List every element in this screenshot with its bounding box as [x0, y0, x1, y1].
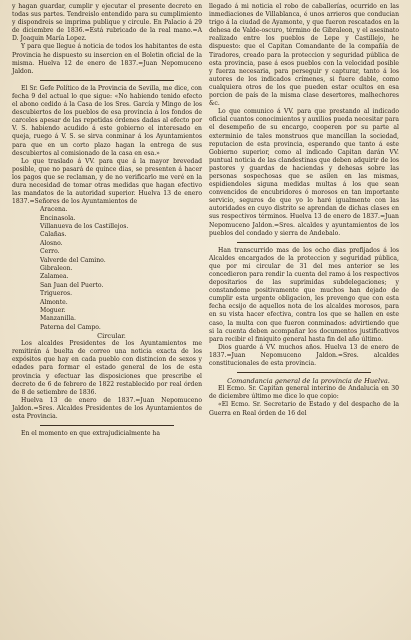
- insertion-notice: Y para que llegue á noticia de todos los habitantes de esta Provincia he dispuesto su insercion en el Boletin oficial de la misma. Huelva 12 de enero de 1837.=Juan Nepomuceno Jaldon.: [12, 43, 202, 75]
- town-item: Alosno.: [40, 239, 63, 247]
- town-item: Encinasola.: [40, 214, 76, 222]
- divider: [237, 242, 371, 243]
- columns: [12, 3, 401, 640]
- sevilla-communication: El Sr. Gefe Político de la Provincia de Sevilla, me dice, con fecha 9 del actual lo que sigue: «No habiendo tenido efecto el abono cedido á la Casa de los Sres. García y Mingo de los descubiertos de los pueblos de esa provincia á los fondos de carceles apesar de las repetidas órdenes dadas al efecto por V. S. habiendo acudido á este gobierno el interesado en queja, ruego á V. S. se sirva conminar á los Ayuntamientos para que en un corto plazo hagan la entrega de sus descubiertos al comisionado de la casa en esa.»: [12, 84, 202, 157]
- section-heading: Comandancia general de la provincia de Huelva.: [227, 377, 390, 386]
- town-item: Almonte.: [40, 298, 68, 306]
- town-item: Manzanilla.: [40, 315, 76, 323]
- divider: [40, 80, 174, 81]
- circular-body: Los alcaldes Presidentes de los Ayuntamientos me remitirán á buelta de correo una noticia exacta de los expósitos que hay en cada pueblo con distincion de sexos y edades para formar el estado general de los de esta provincia y efectuar las disposiciones que prescribe el decreto de 6 de febrero de 1822 restablecido por real órden de 8 de setiembre de 1836.: [12, 340, 202, 396]
- town-item: Valverde del Camino.: [40, 256, 106, 264]
- circular-signature: Huelva 13 de enero de 1837.=Juan Nepomuceno Jaldon.=Sres. Alcaldes Presidentes de los Ayuntamientos de esta Provincia.: [12, 396, 202, 421]
- circular-heading: Circular.: [97, 332, 126, 341]
- accounts-notice: Han transcurrido mas de los ocho dias prefijados á los Alcaldes encargados de la proteccion y seguridad pública, que por mi circular de 31 del mes anterior se les concedieron para rendir la cuenta del ramo á los respectivos depositarios de las suprimidas subdelegaciones; y constandome positivamente que muchos han dejado de cumplir esta urgente obligacion, les prevengo que con esta fecha ecsijo de aquellos nota de los alcaldes morosos, para en su vista hacer efectiva, contra los que se hallen en este caso, la multa con que fueron conminados: advirtiendo que si la cuenta deben acompañar los documentos justificativos para recibir el finiquito general hasta fin del año último.: [209, 246, 399, 343]
- captain-general-notice: El Ecmo. Sr. Capitan general interino de Andalucía en 30 de diciembre último me dice lo que copio:: [209, 385, 399, 401]
- town-item: Zalamea.: [40, 273, 69, 281]
- towns-list: [40, 206, 202, 332]
- cooperation-order: Lo que comunico á VV. para que prestando al indicado oficial cuantos conocimientos y auxilios pueda necesitar para el desempeño de su encargo, cooperen por su parte al exterminio de tales monstruos que mancillan la sociedad, reputacion de esta provincia, esperando que tanto á este Gobierno superior, como al indicado Capitan darán VV. puntual noticia de las clandestinas que deben adquirir de los pastores y guardas de haciendas y dehesas sobre las personas sospechosas que se asilen en las mismas, espidiendoles siguna medidas multas á los que sean convencidos de encubridores ó morosos en tan importante servicio, seguros de que yo lo haré igualmente con las autoridades en cuyo distrito se aprendan de dichas clases en sus respectivos términos. Huelva 13 de enero de 1837.=Juan Nepomuceno Jaldon.=Sres. alcaldes y ayuntamientos de los pueblos del condado y sierra de Andebalo.: [209, 108, 399, 237]
- accounts-signature: Dios guarde á VV. muchos años. Huelva 13 de enero de 1837.=Juan Nepomuceno Jaldon.=Sres. alcaldes constitucionales de esta provincia.: [209, 343, 399, 368]
- town-item: Moguer.: [40, 306, 66, 314]
- divider: [40, 425, 174, 426]
- right-column: [209, 3, 399, 640]
- town-item: Villanueva de los Castillejos.: [40, 223, 129, 231]
- town-item: Trigueros.: [40, 290, 73, 298]
- town-item: Cerro.: [40, 248, 60, 256]
- town-item: Aracena.: [40, 206, 68, 214]
- left-column: [12, 3, 202, 640]
- war-secretary-order: «El Ecmo. Sr. Secretario de Estado y del despacho de la Guerra en Real órden de 16 del: [209, 401, 399, 417]
- town-item: Paterna del Campo.: [40, 323, 101, 331]
- robbery-notice-continued: llegado á mi noticia el robo de caballerías, ocurrido en las inmediaciones de Villablanca, é unos arrieros que conducian trigo á la ciudad de Ayamonte, y que fueron rescatados en la dehesa de Valde-oscuro, término de Gibraleon, y el asesinato realizado entre los pueblos de Lepe y Castillejo, he dispuesto: que el Capitan Comandante de la compañía de Tiradores, creado para la proteccion y seguridad pública de esta provincia, pase á esos pueblos con la velocidad posible y fuerza necesaria, para perseguir y capturar, tanto á los autores de los indicados crímenes, si fuere dable, como cualquiera otros de los que pueden estar ocultos en esa porcion de país de la misma clase desertores, malhechores &c.: [209, 3, 399, 108]
- town-item: Gibraleon.: [40, 264, 73, 272]
- divider: [237, 372, 371, 373]
- robbery-notice-start: En el momento en que extrajudicialmente ha: [21, 430, 160, 438]
- decree-closing: y hagan guardar, cumplir y ejecutar el presente decreto en todas sus partes. Tendreislo entendido para su cumplimiento y dispondreis se imprima publique y circule. En Palacio á 29 de diciembre de 1836.=Está rubricado de la real mano.=A D. Joaquin María Lopez.: [12, 3, 202, 43]
- town-item: San Juan del Puerto.: [40, 281, 104, 289]
- town-item: Calañas.: [40, 231, 67, 239]
- payment-order: Lo que traslado á VV. para que á la mayor brevedad posible, que no pasará de quince dias, se presenten á hacer los pagos que se reclaman, y de no verificarlo me veré en la dura necesidad de tomar otras medidas que hagan efectivo las mandatos de la autoridad superior. Huelva 13 de enero 1837.=Señores de los Ayuntamientos de: [12, 157, 202, 206]
